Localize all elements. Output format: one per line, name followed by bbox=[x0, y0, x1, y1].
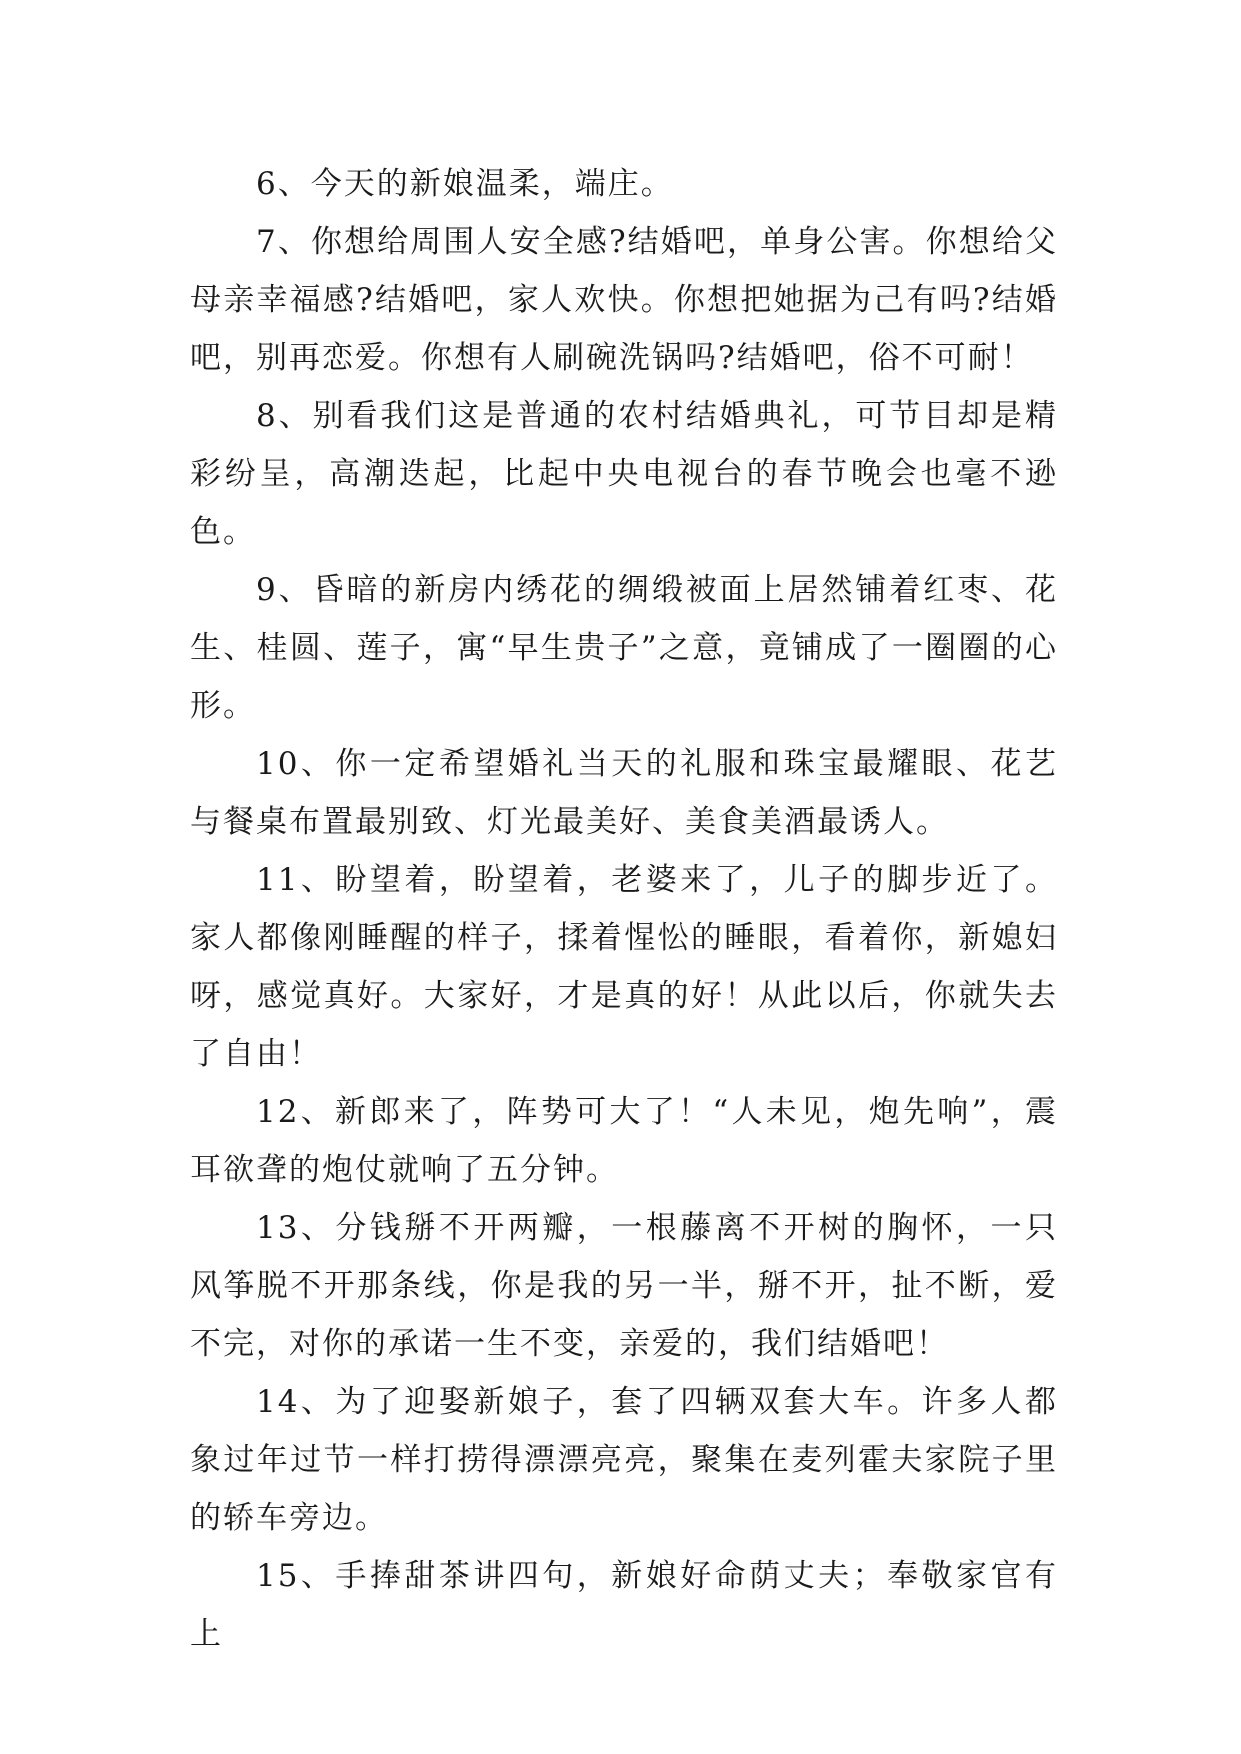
paragraph-12: 12、新郎来了，阵势可大了！“人未见，炮先响”，震耳欲聋的炮仗就响了五分钟。 bbox=[190, 1094, 1058, 1188]
paragraph-7: 7、你想给周围人安全感?结婚吧，单身公害。你想给父母亲幸福感?结婚吧，家人欢快。你想把她据为己有吗?结婚吧，别再恋爱。你想有人刷碗洗锅吗?结婚吧，俗不可耐！ bbox=[190, 224, 1058, 376]
paragraph-9: 9、昏暗的新房内绣花的绸缎被面上居然铺着红枣、花生、桂圆、莲子，寓“早生贵子”之意，竟铺成了一圈圈的心形。 bbox=[190, 572, 1058, 724]
paragraph-11: 11、盼望着，盼望着，老婆来了，儿子的脚步近了。家人都像刚睡醒的样子，揉着惺忪的睡眼，看着你，新媳妇呀，感觉真好。大家好，才是真的好！从此以后，你就失去了自由！ bbox=[190, 862, 1058, 1072]
paragraph-15: 15、手捧甜茶讲四句，新娘好命荫丈夫；奉敬家官有上 bbox=[190, 1558, 1058, 1652]
paragraph-8: 8、别看我们这是普通的农村结婚典礼，可节目却是精彩纷呈，高潮迭起，比起中央电视台的春节晚会也毫不逊色。 bbox=[190, 398, 1058, 550]
paragraph-6: 6、今天的新娘温柔，端庄。 bbox=[256, 166, 674, 202]
document-body bbox=[190, 155, 1058, 1663]
paragraph-13: 13、分钱掰不开两瓣，一根藤离不开树的胸怀，一只风筝脱不开那条线，你是我的另一半，掰不开，扯不断，爱不完，对你的承诺一生不变，亲爱的，我们结婚吧！ bbox=[190, 1210, 1058, 1362]
paragraph-10: 10、你一定希望婚礼当天的礼服和珠宝最耀眼、花艺与餐桌布置最别致、灯光最美好、美食美酒最诱人。 bbox=[190, 746, 1058, 840]
paragraph-14: 14、为了迎娶新娘子，套了四辆双套大车。许多人都象过年过节一样打捞得漂漂亮亮，聚集在麦列霍夫家院子里的轿车旁边。 bbox=[190, 1384, 1058, 1536]
